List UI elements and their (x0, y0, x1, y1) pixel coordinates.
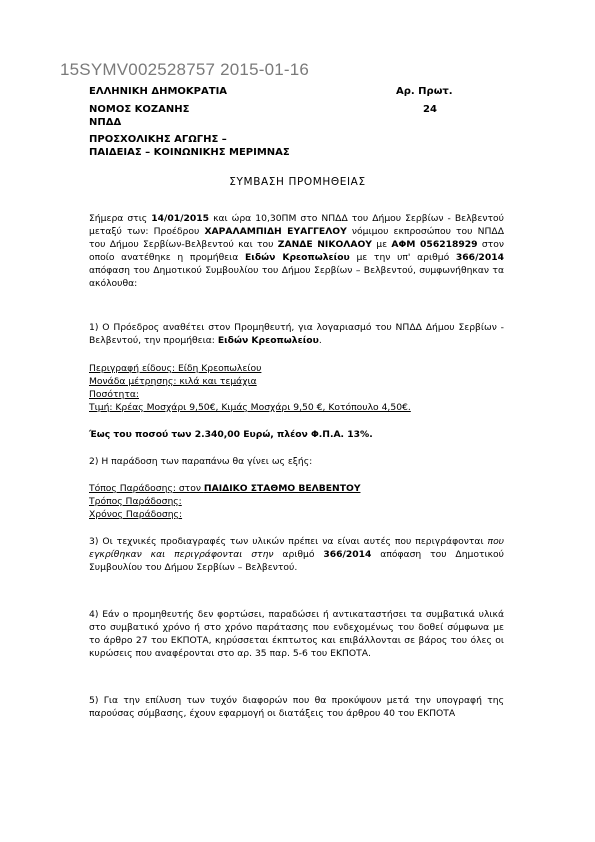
president-name: ΧΑΡΑΛΑΜΠΙΔΗ ΕΥΑΓΓΕΛΟΥ (204, 226, 347, 237)
header-npdd: ΝΠΔΔ (89, 117, 122, 128)
delivery-time: Χρόνος Παράδοσης: (89, 509, 183, 520)
header-department-2: ΠΑΙΔΕΙΑΣ – ΚΟΙΝΩΝΙΚΗΣ ΜΕΡΙΜΝΑΣ (89, 147, 290, 158)
supplier-afm: ΑΦΜ 056218929 (391, 239, 478, 250)
document-stamp: 15SYMV002528757 2015-01-16 (60, 60, 310, 79)
amount-line: Έως του ποσού των 2.340,00 Ευρώ, πλέον Φ.Π.Α. 13%. (89, 429, 373, 440)
paragraph-1: 1) Ο Πρόεδρος αναθέτει στον Προμηθευτή, για λογαριασμό του ΝΠΔΔ Δήμου Σερβίων - Βελβεντού, την προμήθεια: Ειδών Κρεοπωλείου. (89, 322, 504, 346)
intro-decision-number: 366/2014 (455, 252, 504, 263)
spec-quantity: Ποσότητα: (89, 389, 140, 400)
paragraph-4: 4) Εάν ο προμηθευτής δεν φορτώσει, παραδώσει ή αντικαταστήσει τα συμβατικά υλικά στο συμβατικό χρόνο ή στο χρόνο παράτασης που ενδεχομένως του δοθεί σύμφωνα με το άρθρο 27 του ΕΚΠΟΤΑ, κηρύσσεται έκπτωτος και επιβάλλονται σε βάρος του όλες οι κυρώσεις που αναφέρονται στο αρ. 35 παρ. 5-6 του ΕΚΠΟΤΑ. (89, 609, 504, 659)
paragraph-5: 5) Για την επίλυση των τυχόν διαφορών που θα προκύψουν μετά την υπογραφή της παρούσας σύμβασης, έχουν εφαρμογή οι διατάξεις του άρθρου 40 του ΕΚΠΟΤΑ (89, 695, 504, 719)
intro-paragraph: Σήμερα στις 14/01/2015 και ώρα 10,30ΠΜ στο ΝΠΔΔ του Δήμου Σερβίων - Βελβεντού μεταξύ των: Προέδρου ΧΑΡΑΛΑΜΠΙΔΗ ΕΥΑΓΓΕΛΟΥ νόμιμου εκπροσώπου του ΝΠΔΔ του Δήμου Σερβίων-Βελβεντού και του ΖΑΝΔΕ ΝΙΚΟΛΑΟΥ με ΑΦΜ 056218929 στον οποίο ανατέθηκε η προμήθεια Ειδών Κρεοπωλείου με την υπ' αριθμό 366/2014 απόφαση του Δημοτικού Συμβουλίου του Δήμου Σερβίων – Βελβεντού, συμφωνήθηκαν τα ακόλουθα: (89, 213, 504, 289)
spec-description: Περιγραφή είδους: Είδη Κρεοπωλείου (89, 363, 262, 374)
delivery-place-value: ΠΑΙΔΙΚΟ ΣΤΑΘΜΟ ΒΕΛΒΕΝΤΟΥ (203, 483, 361, 494)
protocol-number-value: 24 (423, 104, 437, 115)
p3-italic-text: που εγκρίθηκαν και περιγράφονται στην (89, 536, 504, 560)
delivery-place: Τόπος Παράδοσης: στον ΠΑΙΔΙΚΟ ΣΤΑΘΜΟ ΒΕΛΒΕΝΤΟΥ (89, 483, 361, 494)
delivery-method: Τρόπος Παράδοσης: (89, 496, 182, 507)
spec-price: Τιμή: Κρέας Μοσχάρι 9,50€, Κιμάς Μοσχάρι 9,50 €, Κοτόπουλο 4,50€. (89, 402, 411, 413)
header-republic: ΕΛΛΗΝΙΚΗ ΔΗΜΟΚΡΑΤΙΑ (89, 86, 228, 97)
paragraph-2: 2) Η παράδοση των παραπάνω θα γίνει ως εξής: (89, 456, 313, 467)
intro-item: Ειδών Κρεοπωλείου (245, 252, 350, 263)
document-title: ΣΥΜΒΑΣΗ ΠΡΟΜΗΘΕΙΑΣ (229, 176, 366, 188)
p3-decision-number: 366/2014 (323, 549, 372, 560)
contract-date: 14/01/2015 (151, 213, 210, 224)
paragraph-3: 3) Οι τεχνικές προδιαγραφές των υλικών πρέπει να είναι αυτές που περιγράφονται που εγκρίθηκαν και περιγράφονται στην αριθμό 366/2014 απόφαση του Δημοτικού Συμβουλίου του Δήμου Σερβίων – Βελβεντού. (89, 536, 504, 573)
protocol-number-label: Αρ. Πρωτ. (396, 86, 453, 97)
p1-item: Ειδών Κρεοπωλείου (217, 335, 319, 346)
spec-unit: Μονάδα μέτρησης: κιλά και τεμάχια (89, 376, 257, 387)
header-department-1: ΠΡΟΣΧΟΛΙΚΗΣ ΑΓΩΓΗΣ – (89, 134, 227, 145)
header-prefecture: ΝΟΜΟΣ ΚΟΖΑΝΗΣ (89, 104, 190, 115)
supplier-name: ΖΑΝΔΕ ΝΙΚΟΛΑΟΥ (277, 239, 372, 250)
